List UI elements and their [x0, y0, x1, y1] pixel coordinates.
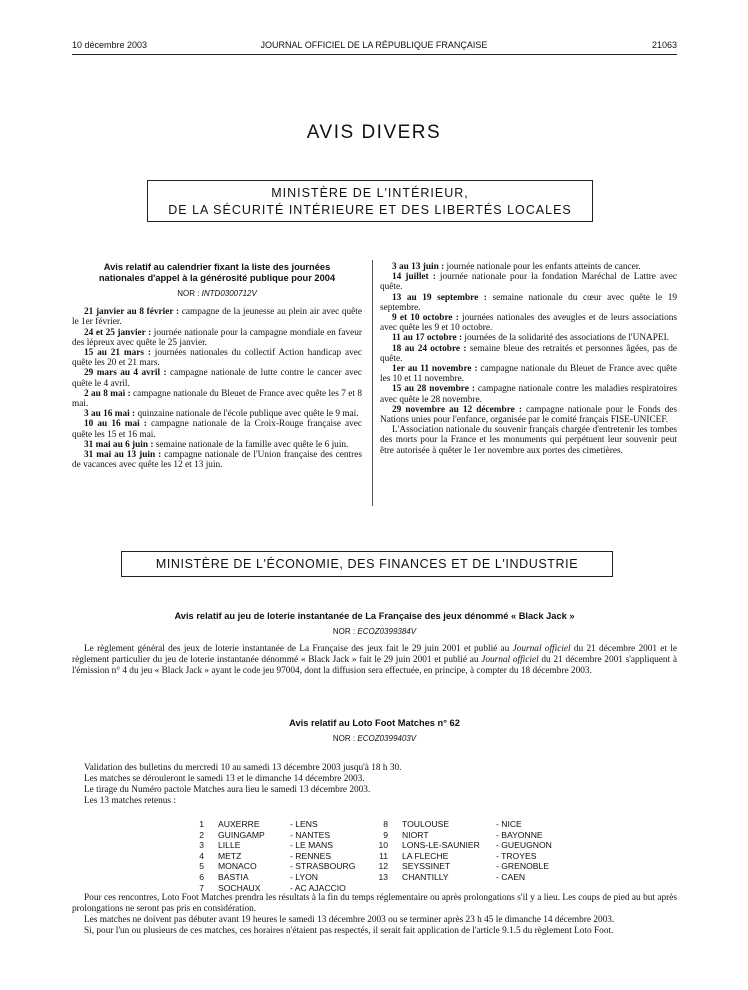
match-home-team: MONACO	[218, 861, 257, 872]
avis-black-jack-body	[72, 644, 677, 677]
calendar-entry-date: 31 mai au 6 juin :	[84, 439, 154, 450]
calendar-entry-date: 10 au 16 mai :	[84, 419, 147, 430]
calendar-entry-date: 13 au 19 septembre :	[392, 292, 487, 303]
calendar-entry	[380, 262, 677, 272]
calendar-entry-text: journées nationales du collectif Action handicap avec quête les 20 et 21 mars.	[72, 348, 362, 369]
match-away-team: - BAYONNE	[496, 829, 543, 840]
match-number: 8	[383, 819, 388, 829]
match-number: 5	[199, 861, 204, 872]
ministry-economy-box: MINISTÈRE DE L'ÉCONOMIE, DES FINANCES ET DE L'INDUSTRIE	[121, 551, 613, 577]
calendar-entry-text: semaine bleue des retraités et personnes âgées, pas de quête.	[380, 343, 677, 364]
header-date: 10 décembre 2003	[72, 40, 148, 50]
calendar-entries-left	[72, 307, 362, 470]
nor-code: ECOZ0399384V	[357, 626, 417, 636]
avis-black-jack-title: Avis relatif au jeu de loterie instantanée de La Française des jeux dénommé « Black Jack »	[174, 611, 575, 621]
match-home-team: METZ	[218, 850, 242, 861]
match-row	[190, 851, 355, 862]
intro-line: Les 13 matches retenus :	[84, 796, 176, 806]
match-away-team: - LE MANS	[290, 840, 333, 851]
calendar-entry-text: semaine nationale de la famille avec quête le 6 juin.	[153, 439, 349, 450]
matches-table-left	[190, 819, 355, 893]
calendar-entry	[72, 328, 362, 348]
match-away-team: - AC AJACCIO	[290, 882, 346, 893]
header-rule	[72, 54, 677, 55]
calendar-entry-date: 2 au 8 mai :	[84, 388, 131, 399]
nor-label: NOR :	[177, 289, 200, 298]
match-row	[190, 883, 355, 894]
intro-line: Le tirage du Numéro pactole Matches aura lieu le samedi 13 décembre 2003.	[84, 785, 371, 795]
calendar-entry-text: campagne nationale de l'Union française des centres de vacances avec quête les 12 et 13 juin.	[72, 450, 362, 471]
avis-loto-foot-title: Avis relatif au Loto Foot Matches n° 62	[289, 718, 460, 728]
match-number: 10	[378, 840, 388, 851]
match-home-team: LA FLECHE	[402, 850, 449, 861]
calendar-entry	[380, 384, 677, 404]
match-home-team: BASTIA	[218, 871, 249, 882]
calendar-entry-date: 29 novembre au 12 décembre :	[392, 404, 522, 415]
match-away-team: - STRASBOURG	[290, 861, 356, 872]
match-away-team: - NICE	[496, 819, 522, 829]
calendar-entry-text: journée nationale pour la fondation Maréchal de Lattre avec quête.	[380, 272, 677, 293]
calendar-entry	[380, 364, 677, 384]
intro-line: Validation des bulletins du mercredi 10 au samedi 13 décembre 2003 jusqu'à 18 h 30.	[84, 763, 402, 773]
avis-calendar-title: Avis relatif au calendrier fixant la liste des journées nationales d'appel à la générosité publique pour 2004	[98, 262, 336, 283]
match-away-team: - TROYES	[496, 850, 537, 861]
calendar-entry-date: 29 mars au 4 avril :	[84, 368, 167, 379]
calendar-entry	[72, 368, 362, 388]
avis-calendar-left-column	[72, 262, 362, 470]
calendar-entry-text: campagne nationale contre les maladies respiratoires avec quête le 28 novembre.	[380, 384, 677, 405]
match-away-team: - LENS	[290, 819, 318, 829]
match-home-team: LILLE	[218, 840, 241, 851]
calendar-entry-text: campagne nationale du Bleuet de France avec quête les 10 et 11 novembre.	[380, 364, 677, 385]
page-title: AVIS DIVERS	[306, 122, 442, 143]
outro-paragraph: Si, pour l'un ou plusieurs de ces matches, ces horaires n'étaient pas respectés, il serait fait application de l'article 9.1.5 du règlement Loto Foot.	[84, 926, 614, 936]
calendar-entry-date: 31 mai au 13 juin :	[84, 450, 162, 461]
calendar-entry-date: 3 au 13 juin :	[392, 262, 445, 272]
match-away-team: - GRENOBLE	[496, 861, 550, 872]
match-home-team: AUXERRE	[218, 819, 260, 829]
calendar-entry-text: journées nationales des aveugles et de leurs associations avec quête les 9 et 10 octobre.	[380, 313, 677, 334]
calendar-closing-paragraph: L'Association nationale du souvenir français chargée d'entretenir les tombes des morts pour la France et les monuments qui perpétuent leur souvenir peut être autorisée à quêter le 1er novembre aux portes des cimetières.	[380, 425, 677, 456]
ministry-line-1: MINISTÈRE DE L'INTÉRIEUR,	[271, 186, 469, 200]
calendar-entry	[72, 419, 362, 439]
calendar-entry	[380, 313, 677, 333]
calendar-entry	[72, 307, 362, 327]
match-away-team: - NANTES	[290, 829, 331, 840]
calendar-entry	[380, 405, 677, 425]
match-row	[190, 861, 355, 872]
calendar-entry-date: 15 au 28 novembre :	[392, 384, 475, 395]
match-row	[374, 872, 552, 883]
calendar-entry	[72, 440, 362, 450]
calendar-entry	[380, 293, 677, 313]
match-number: 3	[199, 840, 204, 851]
ministry-interior-box	[147, 180, 593, 222]
journal-officiel-ref-1: Journal officiel	[512, 644, 571, 654]
calendar-entry-date: 9 et 10 octobre :	[392, 313, 459, 324]
match-number: 12	[378, 861, 388, 872]
match-row	[374, 830, 552, 841]
nor-label: NOR :	[332, 733, 356, 743]
match-row	[374, 851, 552, 862]
calendar-entry-text: campagne nationale du Bleuet de France avec quête les 7 et 8 mai.	[72, 388, 362, 410]
loto-foot-intro	[72, 763, 677, 807]
match-number: 2	[199, 829, 204, 840]
outro-paragraph: Pour ces rencontres, Loto Foot Matches prendra les résultats à la fin du temps réglementaire ou après prolongations s'il y a lieu. Les coups de pied au but après prolongations ne seront pas pris en considération.	[72, 893, 677, 914]
match-row	[374, 840, 552, 851]
match-number: 11	[379, 850, 388, 861]
match-away-team: - GUEUGNON	[496, 840, 552, 851]
calendar-entry-date: 18 au 24 octobre :	[392, 343, 467, 354]
calendar-entry-text: journée nationale pour les enfants atteints de cancer.	[444, 262, 641, 272]
avis-calendar-nor	[72, 289, 362, 299]
avis-black-jack	[72, 611, 677, 636]
calendar-entry-text: quinzaine nationale de l'école publique avec quête le 9 mai.	[135, 409, 359, 420]
calendar-entry-text: journées de la solidarité des associations de l'UNAPEI.	[462, 333, 670, 344]
calendar-entry	[72, 389, 362, 409]
nor-code: INTD0300712V	[201, 289, 257, 298]
outro-paragraph: Les matches ne doivent pas débuter avant 19 heures le samedi 13 décembre 2003 ou se terminer après 23 h 45 le dimanche 14 décembre 2003.	[84, 915, 615, 925]
calendar-entry-date: 11 au 17 octobre :	[392, 333, 463, 344]
black-jack-text-c: du 21 décembre 2001 s'appliquent à l'émission n° 4 du jeu « Black Jack » ayant le code jeu 97004, dont la diffusion sera effectuée, en principe, à compter du 18 décembre 2003.	[72, 655, 678, 676]
match-row	[374, 861, 552, 872]
calendar-entry	[380, 344, 677, 364]
match-home-team: LONS-LE-SAUNIER	[402, 840, 480, 851]
calendar-entry-date: 15 au 21 mars :	[84, 348, 151, 359]
calendar-entry-text: campagne de la jeunesse au plein air avec quête le 1er février.	[72, 307, 362, 328]
match-row	[190, 872, 355, 883]
match-number: 4	[199, 850, 204, 861]
journal-title: JOURNAL OFFICIEL DE LA RÉPUBLIQUE FRANÇAISE	[260, 40, 488, 50]
nor-label: NOR :	[332, 626, 356, 636]
calendar-entry	[72, 348, 362, 368]
match-number: 13	[378, 871, 388, 882]
match-away-team: - LYON	[290, 871, 319, 882]
ministry-line-2: DE LA SÉCURITÉ INTÉRIEURE ET DES LIBERTÉS LOCALES	[168, 203, 572, 217]
matches-table-right	[374, 819, 552, 883]
match-row	[190, 819, 355, 830]
calendar-entry-text: semaine nationale du cœur avec quête le 19 septembre.	[380, 292, 677, 313]
match-home-team: GUINGAMP	[218, 829, 265, 840]
match-home-team: TOULOUSE	[402, 819, 450, 829]
match-number: 7	[199, 882, 204, 893]
match-away-team: - CAEN	[496, 871, 526, 882]
match-away-team: - RENNES	[290, 850, 332, 861]
nor-code: ECOZ0399403V	[357, 733, 417, 743]
match-row	[190, 840, 355, 851]
calendar-entry	[380, 272, 677, 292]
calendar-entry-text: campagne nationale de la Croix-Rouge française avec quête les 15 et 16 mai.	[72, 419, 362, 440]
column-divider	[372, 260, 373, 506]
calendar-entry-date: 24 et 25 janvier :	[84, 327, 152, 338]
black-jack-text-a: Le règlement général des jeux de loterie instantanée de La Française des jeux fait le 29 juin 2001 et publié au	[84, 644, 513, 654]
black-jack-paragraph	[72, 644, 677, 677]
match-home-team: NIORT	[402, 829, 429, 840]
match-row	[374, 819, 552, 830]
black-jack-text-b: du 21 décembre 2001 et le règlement particulier du jeu de loterie instantanée dénommé « Black Jack » fait le 29 juin 2001 et publié au	[72, 644, 678, 665]
calendar-entry	[72, 409, 362, 419]
calendar-entry-date: 1er au 11 novembre :	[392, 364, 478, 375]
page-number: 21063	[651, 40, 677, 50]
avis-calendar-right-column	[380, 262, 677, 456]
match-home-team: SOCHAUX	[218, 882, 261, 893]
avis-black-jack-nor	[72, 627, 677, 636]
calendar-entries-right	[380, 262, 677, 425]
match-row	[190, 830, 355, 841]
match-number: 6	[199, 871, 204, 882]
match-number: 1	[199, 819, 204, 829]
calendar-entry	[380, 333, 677, 343]
intro-line: Les matches se dérouleront le samedi 13 et le dimanche 14 décembre 2003.	[84, 774, 365, 784]
calendar-entry-date: 14 juillet :	[392, 272, 436, 283]
calendar-entry-text: campagne nationale de lutte contre le cancer avec quête le 4 avril.	[72, 368, 362, 389]
loto-foot-outro	[72, 893, 677, 937]
calendar-entry	[72, 450, 362, 470]
avis-loto-foot	[72, 718, 677, 743]
match-home-team: SEYSSINET	[402, 861, 451, 872]
calendar-entry-date: 21 janvier au 8 février :	[84, 307, 180, 318]
calendar-entry-text: campagne nationale pour le Fonds des Nations unies pour l'enfance, organisée par le comité français FISE-UNICEF.	[380, 404, 677, 426]
calendar-entry-date: 3 au 16 mai :	[84, 409, 136, 420]
calendar-entry-text: journée nationale pour la campagne mondiale en faveur des lépreux avec quête le 25 janvier.	[72, 327, 362, 348]
journal-officiel-ref-2: Journal officiel	[481, 655, 539, 665]
match-home-team: CHANTILLY	[402, 871, 449, 882]
match-number: 9	[383, 829, 388, 840]
avis-loto-foot-nor	[72, 734, 677, 743]
